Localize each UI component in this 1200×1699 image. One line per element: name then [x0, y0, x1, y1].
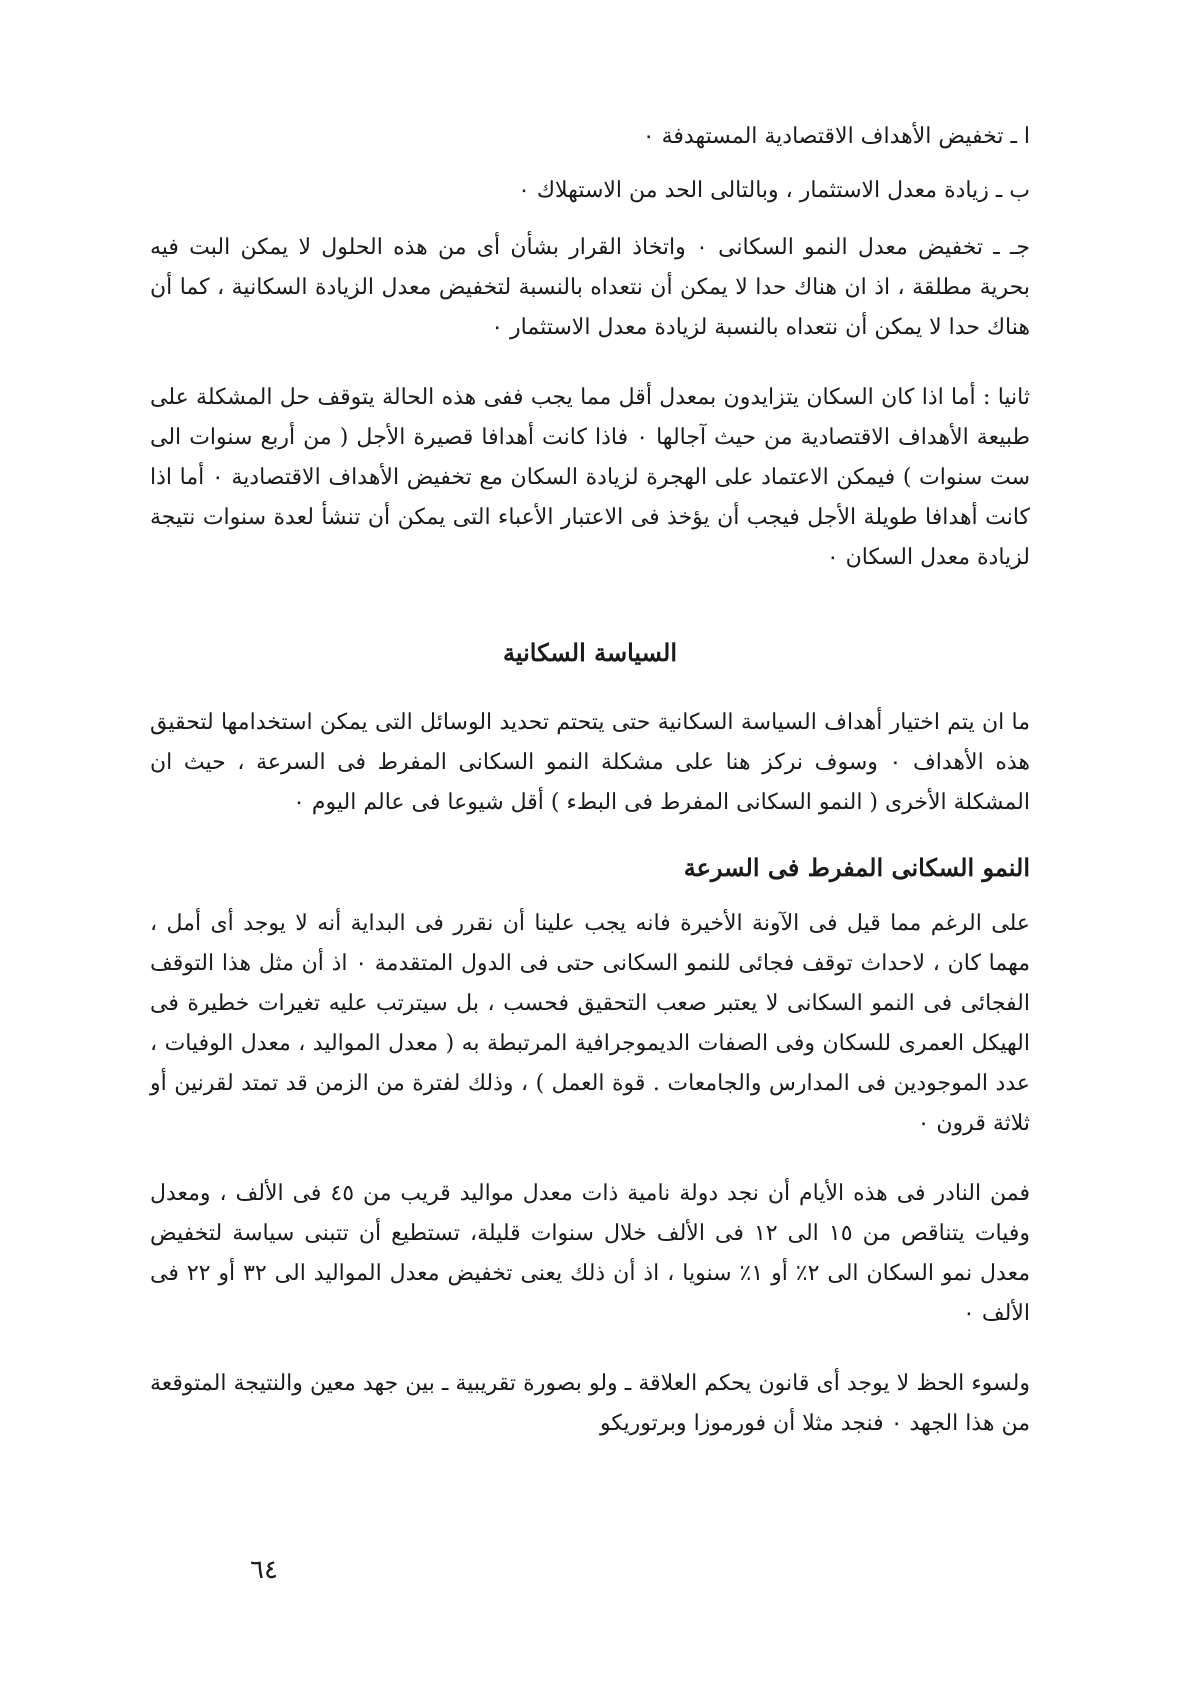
document-page — [150, 120, 1030, 1474]
subsection-paragraph-1: على الرغم مما قيل فى الآونة الأخيرة فانه يجب علينا أن نقرر فى البداية أنه لا يوجد أى أمل ، مهما كان ، لاحداث توقف فجائى للنمو السكانى حتى فى الدول المتقدمة ٠ اذ أن مثل هذا التوقف الفجائى فى النمو السكانى لا يعتبر صعب التحقيق فحسب ، بل سيترتب عليه تغيرات خطيرة فى الهيكل العمرى للسكان وفى الصفات الديموجرافية المرتبطة به ( معدل المواليد ، معدل الوفيات ، عدد الموجودين فى المدارس والجامعات . قوة العمل ) ، وذلك لفترة من الزمن قد تمتد لقرنين أو ثلاثة قرون ٠ — [150, 911, 1030, 1136]
subsection-heading: النمو السكانى المفرط فى السرعة — [683, 853, 1030, 882]
list-item-c: جـ ـ تخفيض معدل النمو السكانى ٠ واتخاذ القرار بشأن أى من هذه الحلول لا يمكن البت فيه بحرية مطلقة ، اذ ان هناك حدا لا يمكن أن نتعداه بالنسبة لتخفيض معدل الزيادة السكانية ، كما أن هناك حدا لا يمكن أن نتعداه بالنسبة لزيادة معدل الاستثمار ٠ — [150, 235, 1030, 340]
list-item-b: ب ـ زيادة معدل الاستثمار ، وبالتالى الحد من الاستهلاك ٠ — [518, 178, 1030, 203]
list-item-a: ا ـ تخفيض الأهداف الاقتصادية المستهدفة ٠ — [642, 124, 1030, 149]
section-heading: السياسة السكانية — [502, 638, 678, 667]
section-paragraph: ما ان يتم اختيار أهداف السياسة السكانية حتى يتحتم تحديد الوسائل التى يمكن استخدامها لتحقيق هذه الأهداف ٠ وسوف نركز هنا على مشكلة النمو السكانى المفرط فى السرعة ، حيث ان المشكلة الأخرى ( النمو السكانى المفرط فى البطء ) أقل شيوعا فى عالم اليوم ٠ — [150, 710, 1030, 815]
paragraph-second: ثانيا : أما اذا كان السكان يتزايدون بمعدل أقل مما يجب ففى هذه الحالة يتوقف حل المشكلة على طبيعة الأهداف الاقتصادية من حيث آجالها ٠ فاذا كانت أهدافا قصيرة الأجل ( من أربع سنوات الى ست سنوات ) فيمكن الاعتماد على الهجرة لزيادة السكان مع تخفيض الأهداف الاقتصادية ٠ أما اذا كانت أهدافا طويلة الأجل فيجب أن يؤخذ فى الاعتبار الأعباء التى يمكن أن تنشأ لعدة سنوات نتيجة لزيادة معدل السكان ٠ — [150, 385, 1031, 570]
subsection-paragraph-2: فمن النادر فى هذه الأيام أن نجد دولة نامية ذات معدل مواليد قريب من ٤٥ فى الألف ، ومعدل وفيات يتناقص من ١٥ الى ١٢ فى الألف خلال سنوات قليلة، تستطيع أن تتبنى سياسة لتخفيض معدل نمو السكان الى ٢٪ أو ١٪ سنويا ، اذ أن ذلك يعنى تخفيض معدل المواليد الى ٣٢ أو ٢٢ فى الألف ٠ — [150, 1181, 1031, 1326]
subsection-paragraph-3: ولسوء الحظ لا يوجد أى قانون يحكم العلاقة ـ ولو بصورة تقريبية ـ بين جهد معين والنتيجة المتوقعة من هذا الجهد ٠ فنجد مثلا أن فورموزا وبرتوريكو — [150, 1371, 1030, 1436]
page-number: ٦٤ — [250, 1555, 278, 1585]
